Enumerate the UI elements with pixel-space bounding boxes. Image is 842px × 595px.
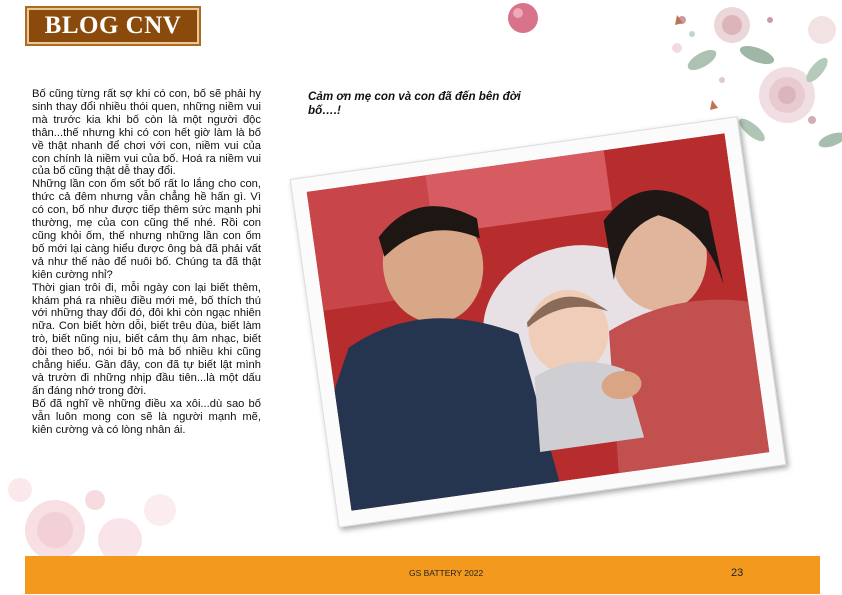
- ornament-decoration: [505, 0, 541, 40]
- family-photo: [307, 133, 770, 511]
- page-number: 23: [731, 567, 744, 579]
- article-paragraph: Bố cũng từng rất sợ khi có con, bố sẽ phải hy sinh thay đổi nhiều thói quen, những niềm vui mà trước kia khi bố còn là một người độc thân...thế nhưng khi có con hết giờ làm là bố về thật nhanh để chơi với con, niềm vui của con chính là niềm vui của bố. Hoá ra niềm vui của bố cũng thật dễ thay đổi.: [32, 88, 261, 178]
- blog-title: BLOG CNV: [44, 12, 182, 39]
- family-photo-frame: [290, 116, 787, 527]
- article-paragraph: Những lần con ốm sốt bố rất lo lắng cho con, thức cả đêm nhưng vẫn chẳng hề hấn gì. Vì có con, bố như được tiếp thêm sức mạnh phi thường, mẹ của con cũng thế nhé. Rồi con cũng khỏi ốm, thế nhưng những lần con ốm bố mới lại càng hiểu được ông bà đã phải vất vả như thế nào để nuôi bố. Chúng ta đã thật kiên cường nhỉ?: [32, 178, 261, 281]
- article-body: [32, 88, 261, 436]
- footer-company: GS BATTERY 2022: [409, 568, 484, 578]
- photo-caption: Cảm ơn mẹ con và con đã đến bên đời bố….!: [308, 90, 521, 117]
- article-paragraph: Bố đã nghĩ về những điều xa xôi...dù sao bố vẫn luôn mong con sẽ là người mạnh mẽ, kiên cường và có lòng nhân ái.: [32, 397, 261, 436]
- article-paragraph: Thời gian trôi đi, mỗi ngày con lại biết thêm, khám phá ra nhiều điều mới mẻ, bố thích thú với những thay đổi đó, đôi khi còn ngạc nhiên nữa. Con biết hờn dỗi, biết trêu đùa, biết làm trò, biết nũng nịu, biết cảm thụ âm nhạc, biết đòi theo bố, nói bi bô mà bố nhiều khi cũng chẳng hiểu. Gần đây, con đã tự biết lật mình và trườn đi những nhịp đầu tiên...là một dấu ấn đáng nhớ trong đời.: [32, 281, 261, 397]
- blog-title-badge: [25, 6, 201, 46]
- page-footer: [25, 556, 820, 594]
